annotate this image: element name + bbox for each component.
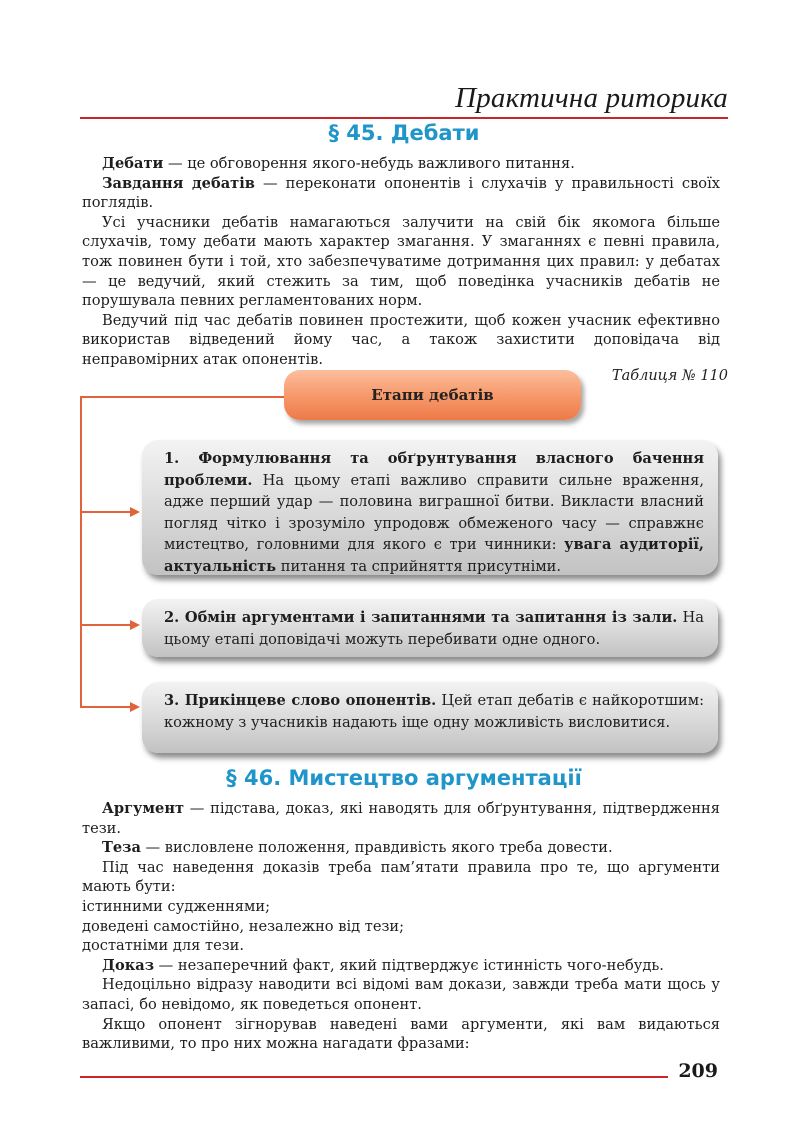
- paragraph: Під час наведення доказів треба пам’ятати правила про те, що аргументи мають бути:: [82, 858, 720, 896]
- stage-box-2: [142, 599, 718, 657]
- stage-1-body-end: питання та сприйняття присутніми.: [276, 557, 562, 575]
- running-head: Практична риторика: [455, 82, 728, 114]
- definition-text: — незаперечний факт, який підтверджує істинність чого-небудь.: [154, 956, 664, 974]
- connector-stage-2: [80, 624, 130, 626]
- stage-2-heading: 2. Обмін аргументами і запитаннями та запитання із зали.: [164, 609, 678, 626]
- definition-task: [82, 174, 720, 213]
- paragraph: Усі учасники дебатів намагаються залучити на свій бік якомога більше слухачів, тому дебати мають характер змагання. У змаганнях є певні правила, тож повинен бути і той, хто забезпечуватиме дотримання цих правил: у дебатах — це ведучий, який стежить за тим, щоб поведінка учасників дебатів не порушувала певних регламентованих норм.: [82, 213, 720, 310]
- stage-box-3: [142, 682, 718, 753]
- page-number: 209: [678, 1060, 718, 1082]
- stages-header: Етапи дебатів: [284, 370, 581, 420]
- stage-3-heading: 3. Прикінцеве слово опонентів.: [164, 692, 437, 709]
- list-item: достатніми для тези.: [82, 937, 245, 955]
- stage-3-text: [142, 682, 718, 733]
- definition-argument: [82, 799, 720, 838]
- stage-1-body: На цьому етапі важливо справити сильне враження, адже перший удар — половина виграшної битви. Викласти власний погляд чітко і зрозуміло упродовж обмеженого часу — справжнє мистецтво, головними для якого є три чинники:: [164, 471, 704, 553]
- arrow-stage-1: [130, 507, 140, 517]
- term-debates: Дебати: [102, 155, 164, 172]
- bottom-rule: [80, 1076, 668, 1078]
- term-proof: Доказ: [102, 956, 155, 974]
- connector-stage-1: [80, 511, 130, 513]
- connector-stage-3: [80, 706, 130, 708]
- stage-box-1: [142, 440, 718, 575]
- stage-1-heading: 1. Формулювання та обґрунтування власного бачення проблеми.: [164, 450, 704, 489]
- term-thesis: Теза: [102, 839, 141, 857]
- connector-to-header: [80, 396, 284, 398]
- paragraph: Ведучий під час дебатів повинен простежити, щоб кожен учасник ефективно використав відведений йому час, а також захистити доповідача від неправомірних атак опонентів.: [82, 311, 720, 368]
- definition-text: — переконати опонентів і слухачів у правильності своїх поглядів.: [82, 174, 720, 212]
- definition-text: — висловлене положення, правдивість якого треба довести.: [140, 839, 613, 857]
- term-task: Завдання дебатів: [102, 174, 255, 192]
- section-45-title: § 45. Дебати: [328, 121, 480, 145]
- table-caption: Таблиця № 110: [611, 368, 728, 384]
- top-rule: [80, 117, 728, 119]
- definition-proof: [82, 956, 720, 976]
- section-46-body: [82, 799, 720, 1054]
- arrow-stage-2: [130, 620, 140, 630]
- arrow-stage-3: [130, 702, 140, 712]
- list-item: доведені самостійно, незалежно від тези;: [82, 917, 405, 935]
- stage-2-text: [142, 599, 718, 650]
- definition-debates: [82, 154, 720, 174]
- diagram-connector: [80, 396, 82, 707]
- rules-list: [82, 897, 720, 956]
- stage-1-emphasis: увага аудиторії, актуальність: [164, 536, 704, 575]
- section-45-body: [82, 154, 720, 370]
- term-argument: Аргумент: [102, 800, 185, 817]
- stage-1-text: [142, 440, 718, 577]
- list-item: істинними судженнями;: [82, 897, 271, 915]
- stage-3-body: Цей етап дебатів є найкоротшим: кожному з учасників надають іще одну можливість висловитися.: [164, 692, 704, 731]
- section-46-title: § 46. Мистецтво аргументації: [226, 766, 582, 790]
- definition-text: — підстава, доказ, які наводять для обґрунтування, підтвердження тези.: [82, 800, 720, 837]
- paragraph: Якщо опонент зігнорував наведені вами аргументи, які вам видаються важливими, то про них можна нагадати фразами:: [82, 1015, 720, 1053]
- paragraph: Недоцільно відразу наводити всі відомі вам докази, завжди треба мати щось у запасі, бо невідомо, як поведеться опонент.: [82, 976, 720, 1013]
- definition-text: — це обговорення якого-небудь важливого питання.: [163, 155, 575, 172]
- definition-thesis: [82, 838, 720, 858]
- stage-2-body: На цьому етапі доповідачі можуть перебивати одне одного.: [164, 609, 704, 648]
